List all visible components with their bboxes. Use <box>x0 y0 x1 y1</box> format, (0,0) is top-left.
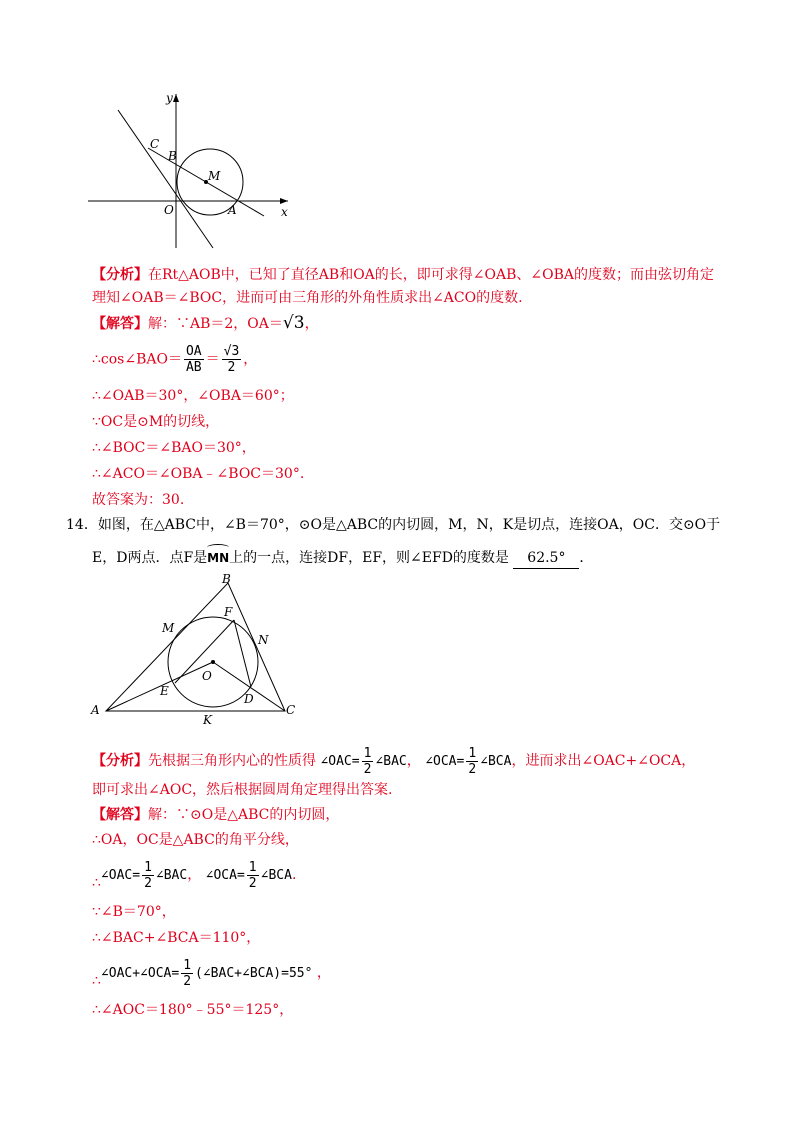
q14-bca: ∠BCA <box>480 754 512 769</box>
q14-answer-line-2: ∴OA，OC是△ABC的角平分线， <box>92 832 299 848</box>
q14-bac: ∠BAC <box>375 754 407 769</box>
half-d-num: 1 <box>248 859 257 875</box>
half-e-num: 1 <box>183 957 192 973</box>
label-k: K <box>203 713 212 727</box>
therefore-symbol-1: ∴ <box>92 875 101 891</box>
label-b2: B <box>222 572 231 586</box>
label-x: x <box>281 205 288 219</box>
fraction-sqrt3: √3 <box>223 344 240 359</box>
fraction-half-b <box>466 746 478 777</box>
q14-analysis-tag: 【分析】 <box>92 753 148 769</box>
q14-ans-sum: ∠OAC+∠OCA= <box>100 966 180 981</box>
half-e-den: 2 <box>183 973 192 989</box>
q14-answer-line-7: ∴∠AOC＝180°﹣55°＝125°， <box>92 1002 294 1018</box>
fraction-half-d <box>247 860 259 891</box>
q14-ans-bac: ∠BAC <box>155 868 188 883</box>
q13-sqrt3: √3 <box>282 313 305 333</box>
q14-analysis-text-1b: ，进而求出∠OAC+∠OCA， <box>511 753 696 769</box>
q14-answer-line-6 <box>92 956 331 991</box>
q14-ans-sep: ， <box>187 867 202 883</box>
q13-answer-line-2 <box>92 344 257 375</box>
label-c: C <box>150 137 160 151</box>
half-b-num: 1 <box>468 745 477 761</box>
half-a-den: 2 <box>363 761 372 777</box>
figure-circle-m-coordinate <box>88 88 298 256</box>
q13-answer-comma: ， <box>304 316 319 332</box>
label-a: A <box>228 203 237 217</box>
q14-analysis-line-1 <box>92 744 695 779</box>
q13-analysis-text-1: 在Rt△AOB中，已知了直径AB和OA的长，即可求得∠OAB、∠OBA的度数；而由弦切角定 <box>148 267 715 283</box>
q13-analysis-tag: 【分析】 <box>92 267 148 283</box>
q14-stem-text-2b: 上的一点，连接DF，EF，则∠EFD的度数是 <box>229 550 509 566</box>
q14-ans-oac: ∠OAC= <box>100 868 141 883</box>
label-a2: A <box>91 703 100 717</box>
q13-answer-line-7: 故答案为：30. <box>92 492 185 508</box>
half-a-num: 1 <box>363 745 372 761</box>
half-c-den: 2 <box>144 875 152 891</box>
q14-stem-text-2a: E，D两点．点F是 <box>92 550 208 566</box>
figure-triangle-incircle <box>88 570 303 730</box>
q14-sep: ， <box>406 753 421 769</box>
q13-answer-line-3: ∴∠OAB＝30°，∠OBA＝60°； <box>92 388 294 404</box>
q14-answer-line-4: ∵∠B＝70°， <box>92 904 176 920</box>
q13-answer-line-1 <box>92 313 319 334</box>
q14-ans-oca: ∠OCA= <box>205 868 245 883</box>
fraction-sqrt3-2 <box>222 344 242 375</box>
q14-answer-text-1: 解：∵⊙O是△ABC的内切圆， <box>148 807 340 823</box>
half-c-num: 1 <box>144 859 152 875</box>
arc-mn: MN <box>207 548 229 568</box>
q13-answer-line-4: ∵OC是⊙M的切线， <box>92 414 220 430</box>
q13-answer-cos-prefix: ∴cos∠BAO＝ <box>92 351 182 368</box>
label-m2: M <box>162 621 175 635</box>
half-b-den: 2 <box>468 761 477 777</box>
label-o: O <box>164 203 174 217</box>
q14-stem-line-2 <box>92 548 593 569</box>
q14-stem-line-1: 14．如图，在△ABC中，∠B＝70°，⊙O是△ABC的内切圆，M，N，K是切点，连接OA，OC．交⊙O于 <box>66 517 721 533</box>
q14-answer-line-1 <box>92 805 339 825</box>
therefore-symbol-2: ∴ <box>92 973 101 989</box>
q14-oca: ∠OCA= <box>425 754 465 769</box>
q14-ans-sum-value: (∠BAC+∠BCA)=55° <box>195 966 313 981</box>
fraction-half-a <box>362 746 374 777</box>
q14-stem-text-2c: ． <box>579 550 594 566</box>
q14-answer-tag: 【解答】 <box>92 807 148 823</box>
q13-comma-2: ， <box>243 351 258 368</box>
label-d: D <box>244 692 254 706</box>
label-n: N <box>258 633 269 647</box>
fraction-2: 2 <box>227 360 236 375</box>
label-b: B <box>168 149 177 163</box>
label-m: M <box>208 169 221 183</box>
fraction-oa: OA <box>185 344 202 359</box>
label-f: F <box>224 605 233 619</box>
q13-answer-text-1: 解：∵AB＝2，OA＝ <box>148 316 283 332</box>
half-d-den: 2 <box>248 875 257 891</box>
fraction-half-c <box>142 860 154 891</box>
label-o2: O <box>202 669 212 683</box>
q13-analysis-line-1 <box>92 265 714 285</box>
fraction-half-e <box>181 958 193 989</box>
q13-analysis-line-2: 理知∠OAB＝∠BOC，进而可由三角形的外角性质求出∠ACO的度数. <box>92 290 523 306</box>
q13-answer-line-6: ∴∠ACO＝∠OBA﹣∠BOC＝30°. <box>92 466 305 482</box>
fraction-ab: AB <box>185 360 202 375</box>
fraction-oa-ab <box>184 344 204 375</box>
answer-blank: 62.5° <box>513 548 579 569</box>
q13-eq: ＝ <box>205 351 220 368</box>
q14-ans-bca: ∠BCA <box>260 868 292 883</box>
q14-analysis-text-1a: 先根据三角形内心的性质得 <box>148 753 316 769</box>
q13-answer-tag: 【解答】 <box>92 316 148 332</box>
label-c2: C <box>286 703 296 717</box>
q14-answer-line-5: ∴∠BAC+∠BCA＝110°， <box>92 930 261 946</box>
q14-answer-line-3 <box>92 858 296 893</box>
q13-answer-line-5: ∴∠BOC＝∠BAO＝30°， <box>92 440 256 456</box>
q14-oac: ∠OAC= <box>320 754 360 769</box>
label-y: y <box>166 91 173 105</box>
label-e: E <box>160 684 169 698</box>
q14-ans-comma: ， <box>316 965 331 981</box>
q14-analysis-line-2: 即可求出∠AOC，然后根据圆周角定理得出答案. <box>92 782 393 798</box>
q14-ans-end: . <box>291 867 297 883</box>
